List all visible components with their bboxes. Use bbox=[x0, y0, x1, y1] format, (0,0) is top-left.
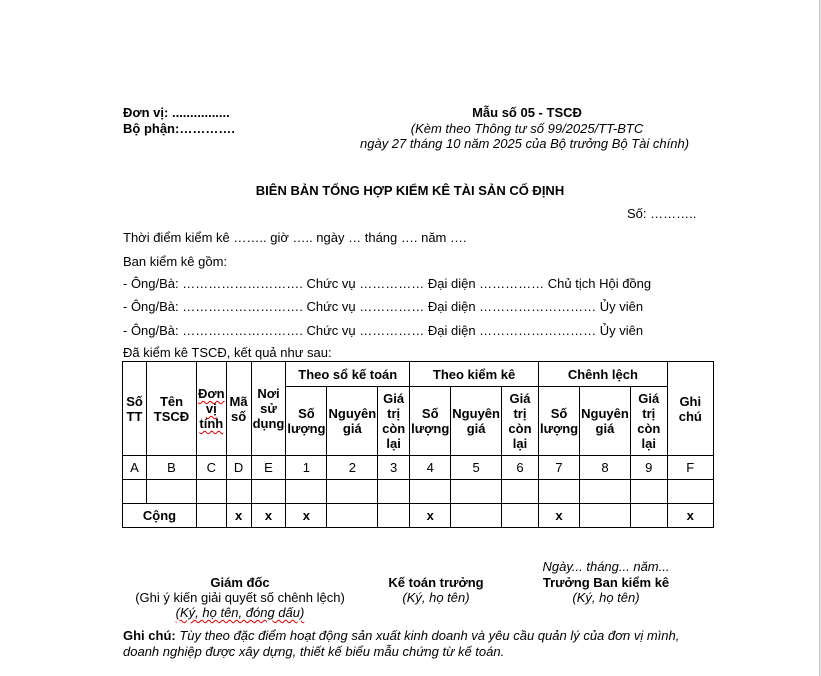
total-cell bbox=[501, 504, 538, 528]
index-cell: 8 bbox=[580, 456, 631, 480]
dept-label: Bộ phận:…………. bbox=[123, 121, 235, 136]
header-count-value: Giá trị còn lại bbox=[501, 387, 538, 456]
total-cell bbox=[378, 504, 410, 528]
total-row bbox=[123, 504, 714, 528]
index-cell: 7 bbox=[538, 456, 579, 480]
header-diff-qty: Số lượng bbox=[538, 387, 579, 456]
footnote-line-2: doanh nghiệp được xây dựng, thiết kế biểu mẫu chứng từ kế toán. bbox=[123, 644, 505, 659]
result-label: Đã kiểm kê TSCĐ, kết quả như sau: bbox=[123, 345, 332, 360]
empty-data-row bbox=[123, 480, 714, 504]
total-label: Cộng bbox=[123, 504, 197, 528]
header-stt: Số TT bbox=[123, 362, 147, 456]
index-cell: E bbox=[251, 456, 286, 480]
unit-label: Đơn vị: ................ bbox=[123, 105, 230, 120]
index-cell: 3 bbox=[378, 456, 410, 480]
header-place: Nơi sử dụng bbox=[251, 362, 286, 456]
header-diff-cost: Nguyên giá bbox=[580, 387, 631, 456]
index-cell: 2 bbox=[327, 456, 378, 480]
header-note: Ghi chú bbox=[667, 362, 713, 456]
header-code: Mã số bbox=[226, 362, 251, 456]
header-group-count: Theo kiểm kê bbox=[410, 362, 539, 387]
committee-head-sign-hint: (Ký, họ tên) bbox=[572, 590, 640, 605]
footnote-text-1: Tùy theo đặc điểm hoạt động sản xuất kinh doanh và yêu cầu quản lý của đơn vị mình, bbox=[175, 628, 680, 643]
index-cell: 4 bbox=[410, 456, 451, 480]
index-cell: 9 bbox=[630, 456, 667, 480]
member-line-2: - Ông/Bà: ………………………. Chức vụ …………… Đại diện ……………………… Ủy viên bbox=[123, 299, 644, 314]
total-cell: x bbox=[667, 504, 713, 528]
footnote-label: Ghi chú: bbox=[123, 628, 176, 643]
header-unit: Đơn vị tính bbox=[197, 362, 227, 456]
form-number: Mẫu số 05 - TSCĐ bbox=[472, 105, 582, 120]
header-count-cost: Nguyên giá bbox=[451, 387, 502, 456]
inventory-table bbox=[122, 361, 714, 528]
header-diff-value: Giá trị còn lại bbox=[630, 387, 667, 456]
index-row bbox=[123, 456, 714, 480]
signature-date: Ngày... tháng... năm... bbox=[542, 559, 670, 574]
director-note: (Ghi ý kiến giải quyết số chênh lệch) bbox=[135, 590, 345, 605]
header-asset-name: Tên TSCĐ bbox=[147, 362, 197, 456]
page-title: BIÊN BẢN TỔNG HỢP KIỂM KÊ TÀI SẢN CỐ ĐỊNH bbox=[255, 183, 565, 198]
total-cell bbox=[197, 504, 227, 528]
header-book-cost: Nguyên giá bbox=[327, 387, 378, 456]
total-cell: x bbox=[286, 504, 327, 528]
index-cell: 5 bbox=[451, 456, 502, 480]
total-cell: x bbox=[538, 504, 579, 528]
inventory-time: Thời điểm kiểm kê …….. giờ ….. ngày … tháng …. năm …. bbox=[123, 230, 467, 245]
total-cell: x bbox=[410, 504, 451, 528]
header-book-qty: Số lượng bbox=[286, 387, 327, 456]
header-book-value: Giá trị còn lại bbox=[378, 387, 410, 456]
total-cell bbox=[327, 504, 378, 528]
committee-head-title: Trưởng Ban kiểm kê bbox=[542, 575, 670, 590]
accountant-sign-hint: (Ký, họ tên) bbox=[402, 590, 470, 605]
index-cell: 1 bbox=[286, 456, 327, 480]
committee-label: Ban kiểm kê gồm: bbox=[123, 254, 228, 269]
circular-date: ngày 27 tháng 10 năm 2025 của Bộ trưởng Bộ Tài chính) bbox=[360, 136, 690, 151]
footnote-line-1 bbox=[123, 628, 679, 644]
document-number: Số: ……….. bbox=[627, 206, 697, 221]
index-cell: A bbox=[123, 456, 147, 480]
director-title: Giám đốc bbox=[210, 575, 270, 590]
total-cell bbox=[451, 504, 502, 528]
total-cell: x bbox=[251, 504, 286, 528]
total-cell: x bbox=[226, 504, 251, 528]
accountant-title: Kế toán trưởng bbox=[388, 575, 484, 590]
index-cell: F bbox=[667, 456, 713, 480]
index-cell: C bbox=[197, 456, 227, 480]
circular-ref: (Kèm theo Thông tư số 99/2025/TT-BTC bbox=[410, 121, 644, 136]
member-line-3: - Ông/Bà: ………………………. Chức vụ …………… Đại diện ……………………… Ủy viên bbox=[123, 323, 644, 338]
index-cell: D bbox=[226, 456, 251, 480]
director-sign-hint: (Ký, họ tên, đóng dấu) bbox=[175, 605, 305, 620]
header-count-qty: Số lượng bbox=[410, 387, 451, 456]
header-group-book: Theo sổ kế toán bbox=[286, 362, 410, 387]
header-group-diff: Chênh lệch bbox=[538, 362, 667, 387]
index-cell: B bbox=[147, 456, 197, 480]
index-cell: 6 bbox=[501, 456, 538, 480]
total-cell bbox=[630, 504, 667, 528]
total-cell bbox=[580, 504, 631, 528]
member-line-1: - Ông/Bà: ………………………. Chức vụ …………… Đại diện …………… Chủ tịch Hội đồng bbox=[123, 276, 652, 291]
